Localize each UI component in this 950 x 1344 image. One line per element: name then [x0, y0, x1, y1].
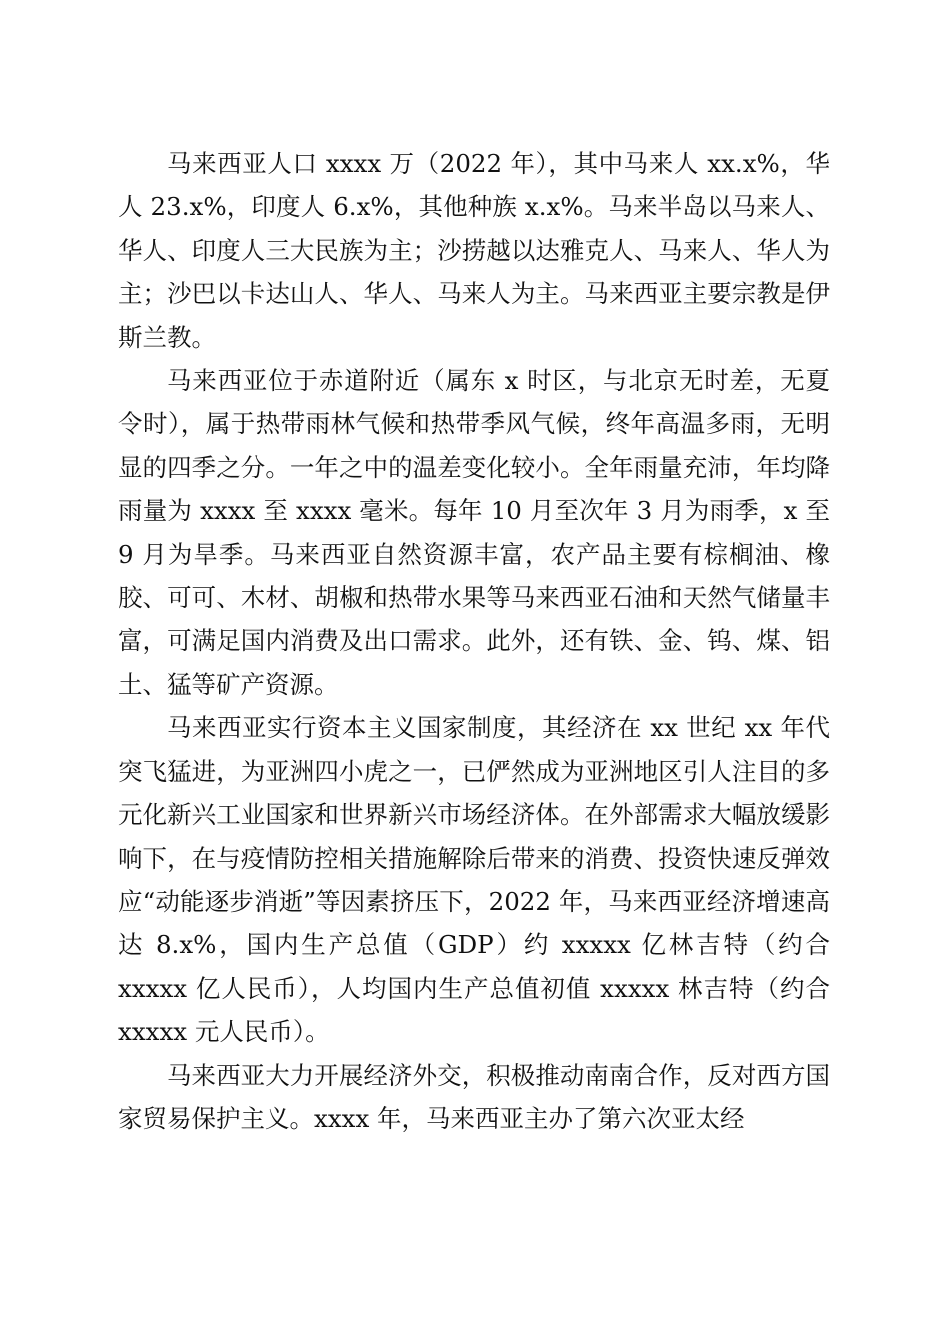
- paragraph-population: 马来西亚人口 xxxx 万（2022 年），其中马来人 xx.x%，华人 23.x%，印度人 6.x%，其他种族 x.x%。马来半岛以马来人、华人、印度人三大民族为主；沙捞越以达雅克人、马来人、华人为主；沙巴以卡达山人、华人、马来人为主。马来西亚主要宗教是伊斯兰教。: [118, 149, 830, 352]
- paragraph-economy: 马来西亚实行资本主义国家制度，其经济在 xx 世纪 xx 年代突飞猛进，为亚洲四小虎之一，已俨然成为亚洲地区引人注目的多元化新兴工业国家和世界新兴市场经济体。在外部需求大幅放缓影响下，在与疫情防控相关措施解除后带来的消费、投资快速反弹效应“动能逐步消逝”等因素挤压下，2022 年，马来西亚经济增速高达 8.x%，国内生产总值（GDP）约 xxxxx 亿林吉特（约合 xxxxx 亿人民币），人均国内生产总值初值 xxxxx 林吉特（约合 xxxxx 元人民币）。: [118, 713, 830, 1047]
- paragraph-economic-diplomacy: 马来西亚大力开展经济外交，积极推动南南合作，反对西方国家贸易保护主义。xxxx 年，马来西亚主办了第六次亚太经: [118, 1060, 830, 1133]
- document-body: [118, 142, 830, 1140]
- paragraph-geography-climate: 马来西亚位于赤道附近（属东 x 时区，与北京无时差，无夏令时），属于热带雨林气候和热带季风气候，终年高温多雨，无明显的四季之分。一年之中的温差变化较小。全年雨量充沛，年均降雨量为 xxxx 至 xxxx 毫米。每年 10 月至次年 3 月为雨季，x 至 9 月为旱季。马来西亚自然资源丰富，农产品主要有棕榈油、橡胶、可可、木材、胡椒和热带水果等马来西亚石油和天然气储量丰富，可满足国内消费及出口需求。此外，还有铁、金、钨、煤、铝土、猛等矿产资源。: [118, 366, 830, 699]
